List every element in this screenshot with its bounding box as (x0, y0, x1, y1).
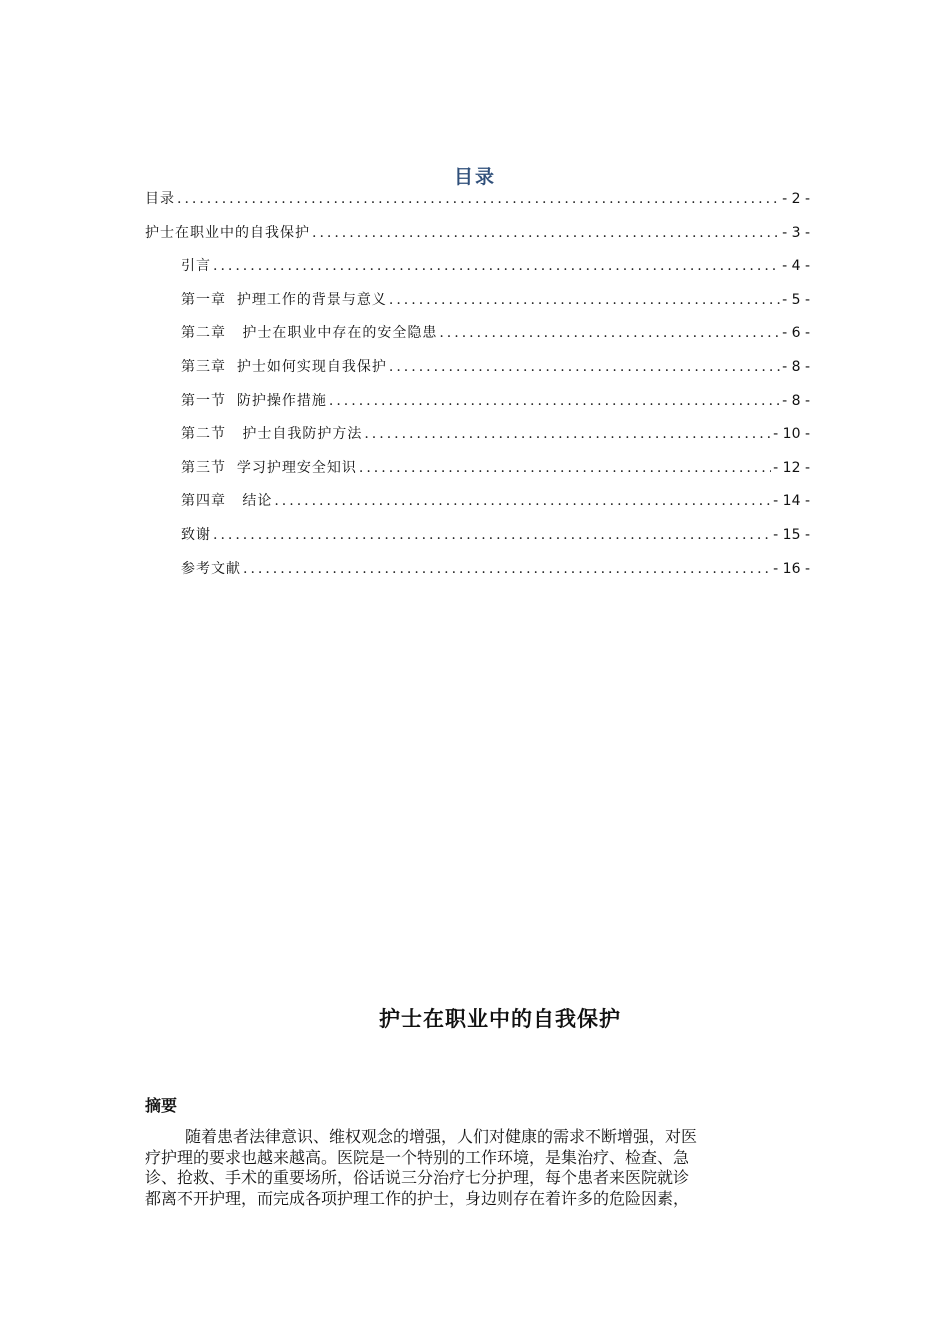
toc-entry[interactable] (145, 253, 810, 287)
toc-entry-label: 第二章 护士在职业中存在的安全隐患 (181, 325, 438, 342)
toc-entry-label: 第三章 护士如何实现自我保护 (181, 358, 387, 375)
toc-entry-label: 第一章 护理工作的背景与意义 (181, 291, 387, 308)
toc-dot-leader (213, 522, 771, 548)
abstract-line: 都离不开护理，而完成各项护理工作的护士，身边则存在着许多的危险因素， (145, 1188, 690, 1208)
toc-entry[interactable] (145, 522, 810, 556)
toc-entry-page: - 16 - (773, 560, 810, 577)
document-title: 护士在职业中的自我保护 (379, 1007, 621, 1031)
toc-entry-page: - 5 - (782, 291, 810, 308)
abstract-paragraph (145, 1127, 807, 1209)
toc-entry[interactable] (145, 320, 810, 354)
toc-entry[interactable] (145, 388, 810, 422)
toc-entry[interactable] (145, 455, 810, 489)
toc-entry-page: - 15 - (773, 526, 810, 543)
toc-entry-label: 参考文献 (181, 560, 241, 577)
toc-entry-page: - 2 - (782, 191, 810, 207)
toc-dot-leader (359, 455, 771, 481)
toc-entry[interactable] (145, 488, 810, 522)
toc-entry-page: - 8 - (782, 392, 810, 409)
toc-entry-page: - 6 - (782, 325, 810, 342)
toc-entry-label: 第三节 学习护理安全知识 (181, 459, 357, 476)
abstract-line: 随着患者法律意识、维权观念的增强，人们对健康的需求不断增强，对医 (185, 1127, 698, 1146)
toc-entry-label: 第一节 防护操作措施 (181, 392, 327, 409)
toc-entry-label: 引言 (181, 258, 211, 275)
toc-dot-leader (389, 287, 780, 313)
toc-dot-leader (274, 488, 771, 514)
abstract-heading: 摘要 (145, 1096, 178, 1115)
toc-entry[interactable] (145, 354, 810, 388)
toc-title: 目录 (453, 166, 496, 188)
toc-entry-page: - 8 - (782, 358, 810, 375)
toc-entry-page: - 3 - (782, 224, 810, 241)
toc-dot-leader (389, 354, 780, 380)
abstract-line: 诊、抢救、手术的重要场所，俗话说三分治疗七分护理，每个患者来医院就诊 (145, 1168, 690, 1187)
toc-entry-page: - 12 - (773, 459, 810, 476)
toc-dot-leader (439, 320, 780, 346)
toc-dot-leader (364, 421, 771, 447)
toc-entry-label: 致谢 (181, 526, 211, 543)
toc-entry-label: 第二节 护士自我防护方法 (181, 426, 363, 443)
toc-dot-leader (329, 388, 780, 414)
toc-entry-page: - 10 - (773, 426, 810, 443)
toc-entry-label: 护士在职业中的自我保护 (145, 224, 310, 241)
toc-entry-label: 目录 (145, 191, 175, 207)
toc-entry-page: - 14 - (773, 493, 810, 510)
toc-dot-leader (243, 556, 771, 582)
toc-entry[interactable] (145, 186, 810, 220)
table-of-contents (145, 186, 810, 589)
toc-entry[interactable] (145, 287, 810, 321)
toc-dot-leader (177, 186, 780, 212)
toc-entry[interactable] (145, 556, 810, 590)
toc-entry-page: - 4 - (782, 258, 810, 275)
toc-entry-label: 第四章 结论 (181, 493, 273, 510)
toc-dot-leader (213, 253, 780, 279)
toc-entry[interactable] (145, 220, 810, 254)
toc-dot-leader (312, 220, 780, 246)
abstract-line: 疗护理的要求也越来越高。医院是一个特别的工作环境，是集治疗、检查、急 (145, 1147, 690, 1167)
toc-entry[interactable] (145, 421, 810, 455)
